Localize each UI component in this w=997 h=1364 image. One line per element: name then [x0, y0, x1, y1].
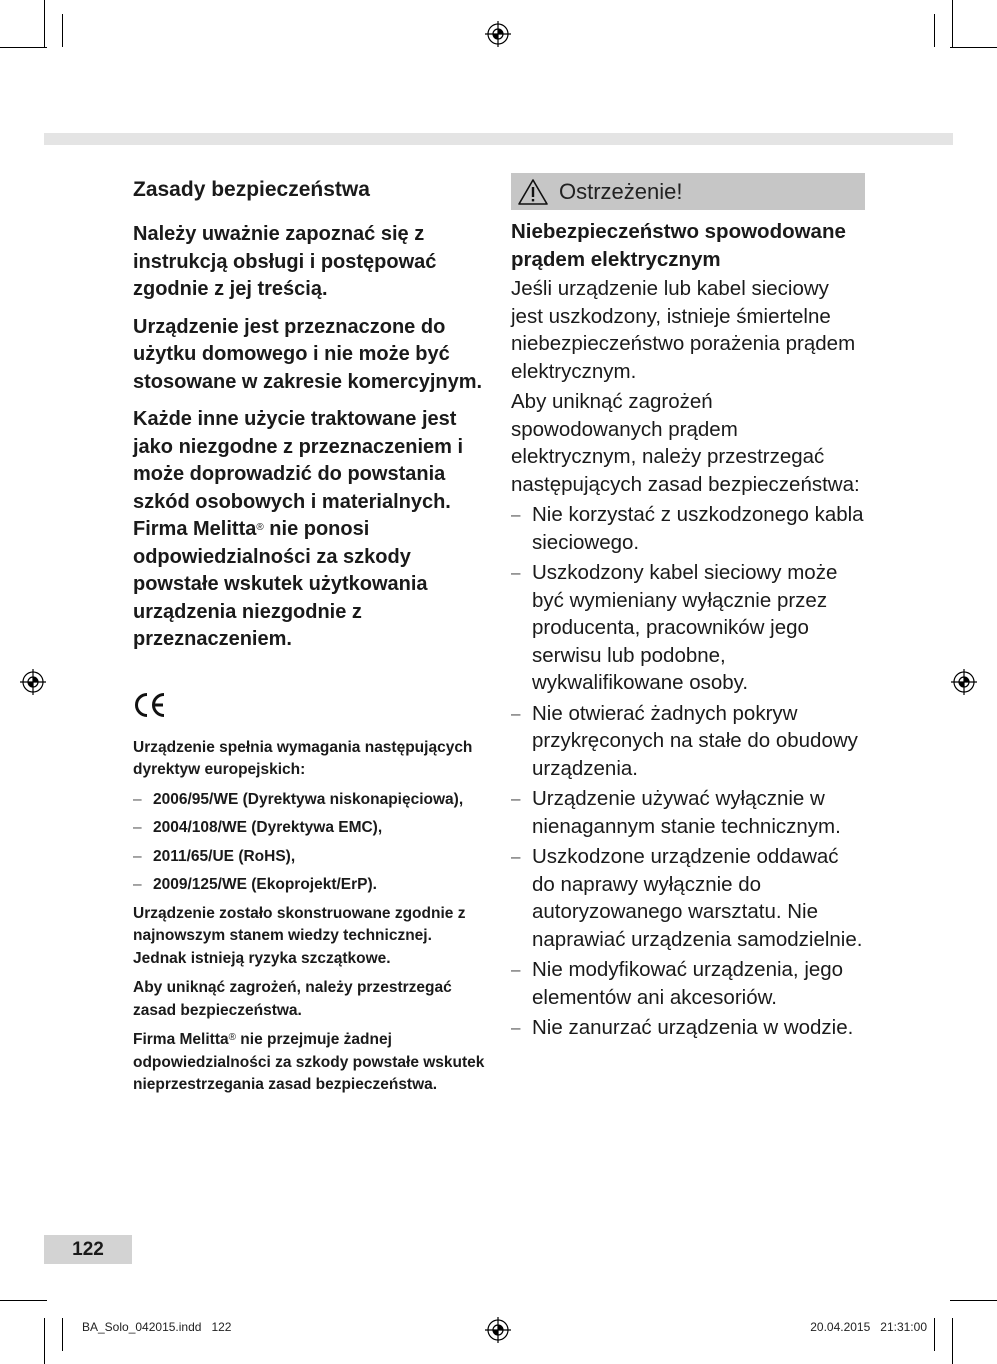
list-item: – 2006/95/WE (Dyrektywa niskonapięciowa),	[133, 789, 488, 812]
crop-mark	[950, 1300, 997, 1301]
intro-paragraph: Należy uważnie zapoznać się z instrukcją obsługi i postępować zgodnie z jej treścią.	[133, 223, 437, 300]
registered-mark: ®	[228, 1032, 236, 1043]
crop-mark	[62, 1318, 63, 1351]
liability-note: Firma Melitta® nie przejmuje żadnej odpowiedzialności za szkody powstałe wskutek nieprzestrzegania zasad bezpieczeństwa.	[133, 1031, 485, 1093]
directives-list	[133, 789, 488, 897]
list-item: – 2004/108/WE (Dyrektywa EMC),	[133, 817, 488, 840]
crop-mark	[0, 47, 47, 48]
crop-mark	[0, 1300, 47, 1301]
residual-risk-note: Urządzenie zostało skonstruowane zgodnie z najnowszym stanem wiedzy technicznej. Jednak istnieją ryzyka szczątkowe.	[133, 904, 466, 967]
crop-mark	[952, 0, 953, 47]
list-item: – 2009/125/WE (Ekoprojekt/ErP).	[133, 874, 488, 897]
directives-intro: Urządzenie spełnia wymagania następujących dyrektyw europejskich:	[133, 738, 473, 778]
crop-mark	[62, 14, 63, 47]
crop-mark	[934, 1318, 935, 1351]
registration-mark-icon	[951, 669, 977, 695]
crop-mark	[44, 0, 45, 47]
registration-mark-icon	[20, 669, 46, 695]
list-item: – Nie modyfikować urządzenia, jego elementów ani akcesoriów.	[511, 956, 865, 1011]
misuse-paragraph: Każde inne użycie traktowane jest jako niezgodne z przeznaczeniem i może doprowadzić do powstania szkód osobowych i materialnych. Firma Melitta® nie ponosi odpowiedzialności za szkody powstałe wskutek użytkowania urządzenia niezgodnie z przeznaczeniem.	[133, 408, 464, 650]
hazard-paragraph: Jeśli urządzenie lub kabel sieciowy jest uszkodzony, istnieje śmiertelne niebezpieczeństwo porażenia prądem elektrycznym.	[511, 277, 856, 383]
right-column	[511, 173, 865, 1045]
warning-banner	[511, 173, 865, 210]
footer-timestamp: 20.04.2015 21:31:00	[810, 1320, 927, 1334]
list-item: – Nie korzystać z uszkodzonego kabla sieciowego.	[511, 501, 865, 556]
crop-mark	[952, 1318, 953, 1364]
registered-mark: ®	[256, 522, 264, 533]
safety-note: Aby uniknąć zagrożeń, należy przestrzegać zasad bezpieczeństwa.	[133, 979, 452, 1019]
warning-label: Ostrzeżenie!	[559, 178, 683, 204]
crop-mark	[950, 47, 997, 48]
list-item: – Nie zanurzać urządzenia w wodzie.	[511, 1014, 865, 1042]
hazard-paragraph: Aby uniknąć zagrożeń spowodowanych prądem elektrycznym, należy przestrzegać następujących zasad bezpieczeństwa:	[511, 390, 860, 496]
section-heading: Zasady bezpieczeństwa	[133, 178, 370, 201]
crop-mark	[934, 14, 935, 47]
crop-mark	[44, 1318, 45, 1364]
list-item: – Nie otwierać żadnych pokryw przykręconych na stałe do obudowy urządzenia.	[511, 700, 865, 783]
hazard-heading: Niebezpieczeństwo spowodowane prądem elektrycznym	[511, 220, 846, 271]
usage-paragraph: Urządzenie jest przeznaczone do użytku domowego i nie może być stosowane w zakresie komercyjnym.	[133, 315, 483, 393]
ce-mark	[133, 691, 488, 721]
footer-file-name: BA_Solo_042015.indd 122	[82, 1320, 232, 1334]
list-item: – 2011/65/UE (RoHS),	[133, 846, 488, 869]
registration-mark-icon	[485, 21, 511, 47]
list-item: – Uszkodzone urządzenie oddawać do naprawy wyłącznie do autoryzowanego warsztatu. Nie naprawiać urządzenia samodzielnie.	[511, 843, 865, 953]
registration-mark-icon	[485, 1317, 511, 1343]
left-column	[133, 173, 488, 1104]
warning-triangle-icon	[517, 178, 549, 206]
header-bar	[44, 133, 953, 145]
page-number: 122	[44, 1235, 132, 1264]
list-item: – Urządzenie używać wyłącznie w nienagannym stanie technicznym.	[511, 785, 865, 840]
safety-rules-list	[511, 501, 865, 1042]
list-item: – Uszkodzony kabel sieciowy może być wymieniany wyłącznie przez producenta, pracowników jego serwisu lub podobne, wykwalifikowane osoby.	[511, 559, 865, 697]
ce-mark-icon	[133, 691, 167, 719]
